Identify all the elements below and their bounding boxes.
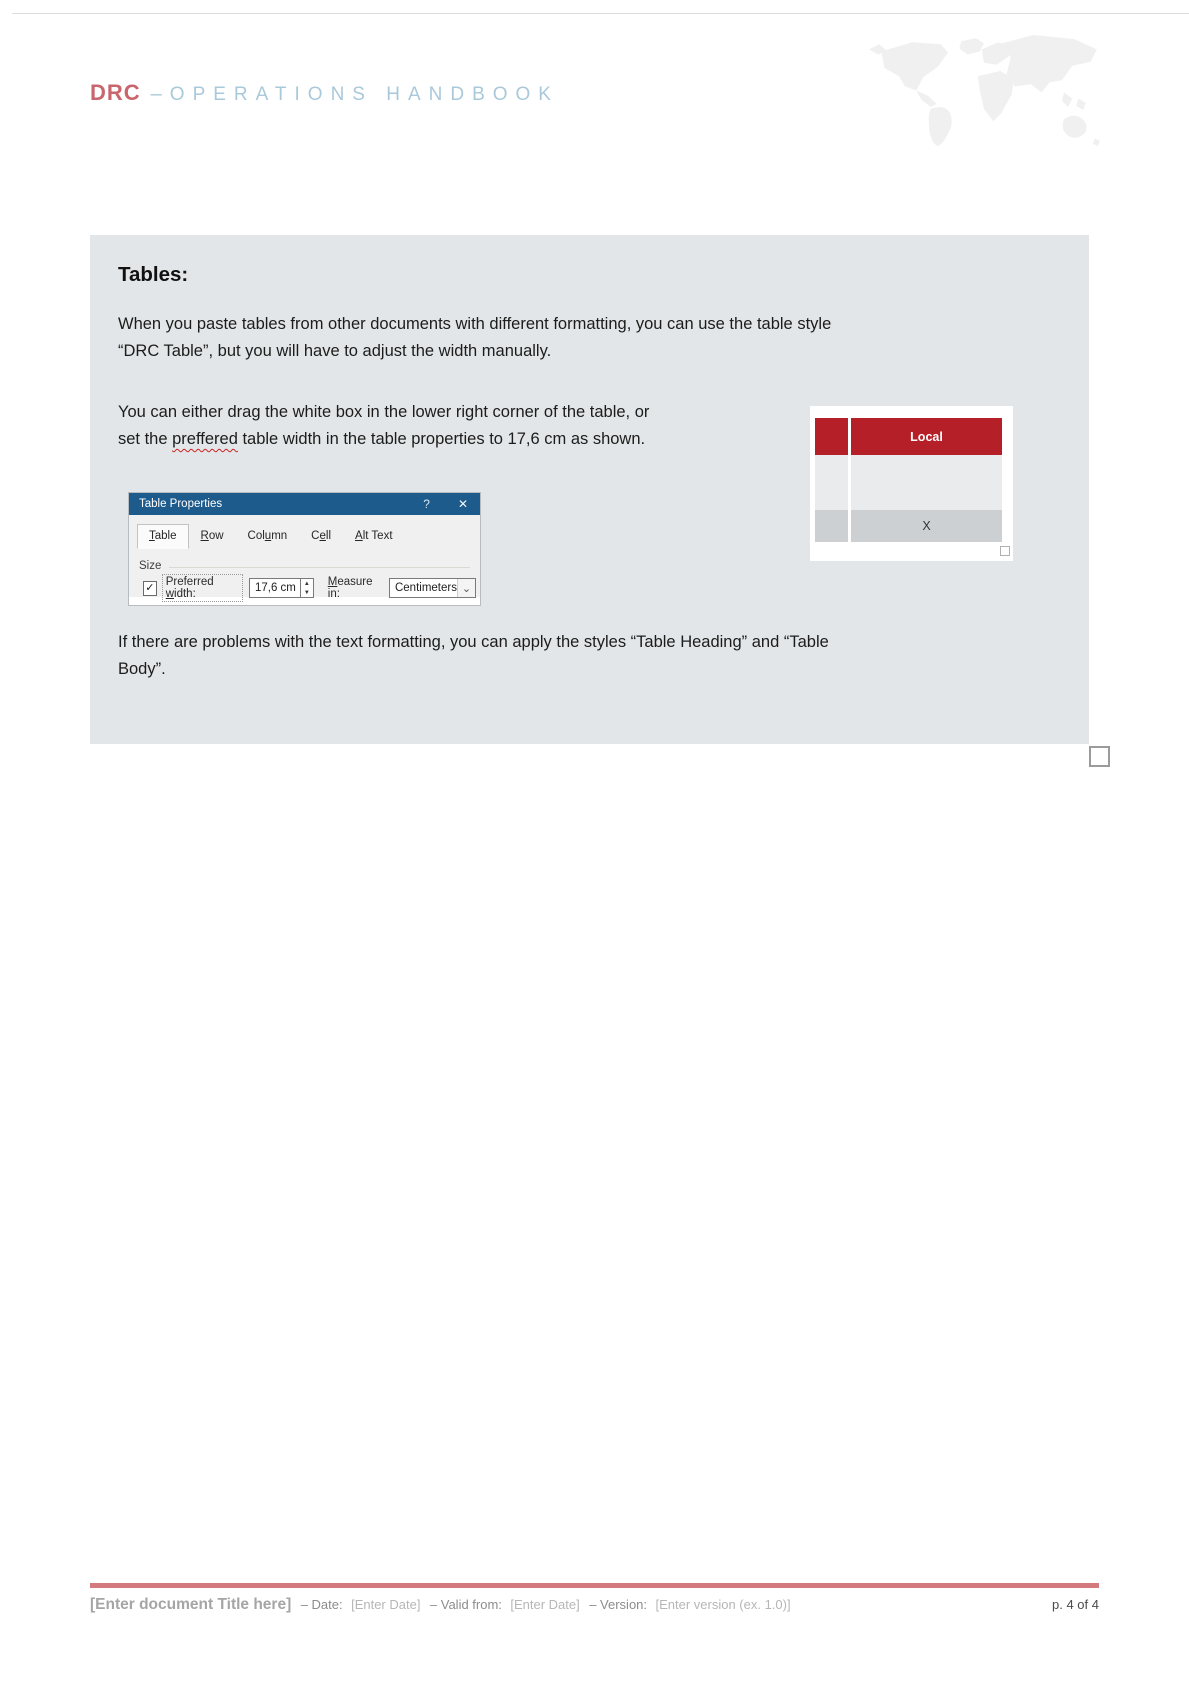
checkbox-check-icon: ✓ — [145, 581, 155, 594]
header-title: OPERATIONS HANDBOOK — [169, 84, 559, 105]
footer — [90, 1596, 1099, 1614]
drc-table-screenshot — [810, 406, 1013, 561]
close-icon[interactable]: ✕ — [457, 497, 468, 511]
world-map-watermark-icon — [862, 33, 1110, 151]
footer-date-value: [Enter Date] — [351, 1597, 421, 1612]
footer-valid-label: – Valid from: — [429, 1597, 502, 1612]
x-cell: X — [851, 510, 1002, 542]
dialog-title: Table Properties — [139, 498, 223, 510]
group-divider — [169, 567, 470, 568]
table-x-row — [815, 510, 1002, 542]
footer-rule — [90, 1583, 1099, 1588]
mini-table — [815, 418, 1002, 542]
width-spinner[interactable] — [301, 578, 314, 598]
dialog-tabs — [137, 524, 405, 549]
table-header-row — [815, 418, 1002, 455]
measure-in-dropdown[interactable] — [389, 578, 476, 598]
section-heading: Tables: — [118, 263, 189, 286]
footer-left — [90, 1596, 1052, 1614]
page-header — [90, 80, 559, 106]
chevron-down-icon: ⌄ — [457, 579, 475, 597]
preferred-width-label: Preferred width: — [162, 574, 243, 602]
size-controls-row — [143, 574, 476, 602]
footer-version-label: – Version: — [589, 1597, 648, 1612]
misspelled-word: preffered — [172, 430, 238, 448]
footer-version-value: [Enter version (ex. 1.0)] — [655, 1597, 791, 1612]
header-cell-empty — [815, 418, 848, 455]
paragraph-table-styles: If there are problems with the text formatting, you can apply the styles “Table Heading” and “Table Body”. — [118, 633, 829, 678]
content-box — [90, 235, 1089, 744]
dropdown-value: Centimeters — [394, 582, 457, 594]
footer-doc-title: [Enter document Title here] — [90, 1596, 292, 1613]
page-edge-line — [12, 13, 1189, 14]
header-separator: – — [150, 83, 162, 105]
preferred-width-checkbox[interactable] — [143, 581, 157, 596]
size-group — [139, 560, 470, 572]
paragraph-segment: You can either drag the white box in the lower right corner of the table, or set the — [118, 403, 650, 448]
measure-in-label: Measure in: — [327, 576, 373, 600]
table-body-row — [815, 455, 1002, 510]
tab-alt-text[interactable]: Alt Text — [355, 530, 393, 542]
paragraph-segment: table width in the table properties to 17,6 cm as shown. — [237, 430, 646, 448]
spinner-up-icon[interactable]: ▲ — [303, 580, 310, 587]
tab-column[interactable]: Column — [247, 530, 288, 542]
dialog-body — [129, 515, 480, 600]
drc-logo: DRC — [90, 80, 141, 105]
empty-checkbox-square — [1089, 746, 1110, 767]
footer-date-label: – Date: — [300, 1597, 343, 1612]
table-resize-handle[interactable] — [1000, 546, 1010, 556]
page-number: p. 4 of 4 — [1052, 1597, 1099, 1612]
preferred-width-input[interactable]: 17,6 cm — [249, 578, 301, 598]
tab-table[interactable]: Table — [137, 524, 189, 549]
size-group-label: Size — [139, 560, 162, 572]
paragraph-paste-tables: When you paste tables from other documents with different formatting, you can use the table style “DRC Table”, but you will have to adjust the width manually. — [118, 315, 832, 360]
table-properties-dialog — [128, 492, 481, 606]
tab-cell[interactable]: Cell — [311, 530, 332, 542]
dialog-titlebar — [129, 493, 480, 515]
footer-valid-value: [Enter Date] — [510, 1597, 580, 1612]
spinner-down-icon[interactable]: ▼ — [303, 589, 310, 596]
help-icon[interactable]: ? — [423, 497, 430, 511]
header-cell-local: Local — [851, 418, 1002, 455]
tab-row[interactable]: Row — [200, 530, 224, 542]
paragraph-drag-white-box — [118, 399, 808, 453]
